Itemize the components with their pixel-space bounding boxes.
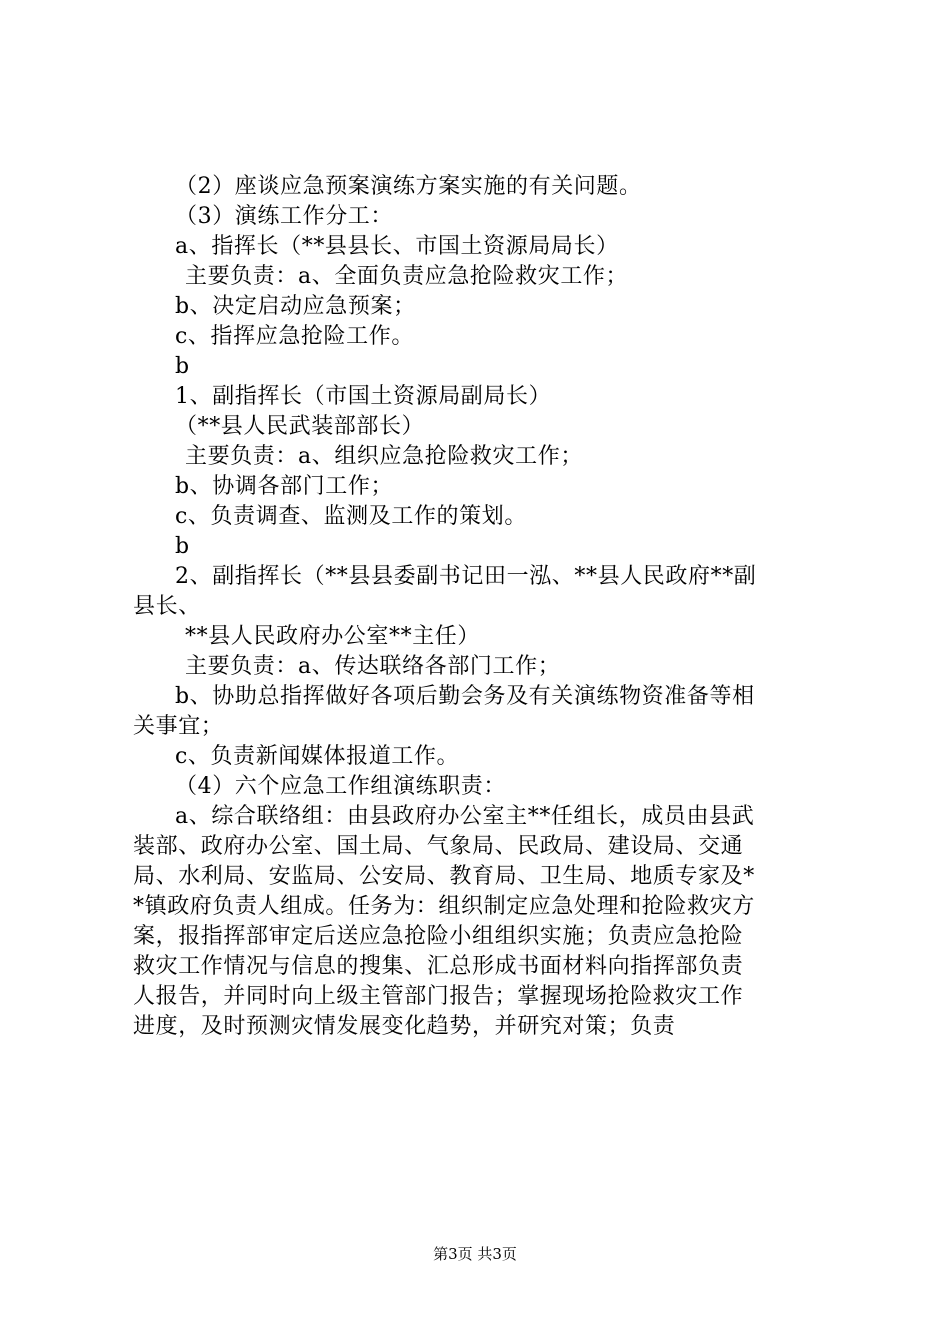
paragraph-line: c、负责调查、监测及工作的策划。 xyxy=(175,504,527,529)
paragraph-line: a、指挥长（**县县长、市国土资源局局长） xyxy=(175,234,619,259)
paragraph-line: *镇政府负责人组成。任务为：组织制定应急处理和抢险救灾方 xyxy=(133,894,755,919)
page-footer xyxy=(0,1244,950,1264)
paragraph-line: （2）座谈应急预案演练方案实施的有关问题。 xyxy=(175,174,642,199)
page-number: 第3页 共3页 xyxy=(433,1245,517,1263)
paragraph-line: 主要负责：a、全面负责应急抢险救灾工作； xyxy=(185,264,629,289)
paragraph-line: 进度，及时预测灾情发展变化趋势，并研究对策；负责 xyxy=(133,1014,676,1039)
paragraph-line: 装部、政府办公室、国土局、气象局、民政局、建设局、交通 xyxy=(133,834,744,859)
paragraph-line: b、协助总指挥做好各项后勤会务及有关演练物资准备等相 xyxy=(175,684,755,709)
paragraph-line: c、指挥应急抢险工作。 xyxy=(175,324,414,349)
paragraph-line: b xyxy=(175,534,190,559)
paragraph-line: b、协调各部门工作； xyxy=(175,474,394,499)
paragraph-line: 案，报指挥部审定后送应急抢险小组组织实施；负责应急抢险 xyxy=(133,924,744,949)
paragraph-line: （4）六个应急工作组演练职责： xyxy=(175,774,506,799)
paragraph-line: c、负责新闻媒体报道工作。 xyxy=(175,744,460,769)
paragraph-line: 主要负责：a、组织应急抢险救灾工作； xyxy=(185,444,583,469)
paragraph-line: 主要负责：a、传达联络各部门工作； xyxy=(185,654,561,679)
paragraph-line: 县长、 xyxy=(133,594,201,619)
paragraph-line: 2、副指挥长（**县县委副书记田一泓、**县人民政府**副 xyxy=(175,564,757,589)
paragraph-line: （**县人民武装部部长） xyxy=(175,414,425,439)
paragraph-line: b xyxy=(175,354,190,379)
paragraph-line: 1、副指挥长（市国土资源局副局长） xyxy=(175,384,552,409)
paragraph-line: 人报告，并同时向上级主管部门报告；掌握现场抢险救灾工作 xyxy=(133,984,744,1009)
paragraph-line: b、决定启动应急预案； xyxy=(175,294,416,319)
paragraph-line: 关事宜； xyxy=(133,714,224,739)
paragraph-line: 局、水利局、安监局、公安局、教育局、卫生局、地质专家及* xyxy=(133,864,755,889)
paragraph-line: 救灾工作情况与信息的搜集、汇总形成书面材料向指挥部负责 xyxy=(133,954,744,979)
paragraph-line: **县人民政府办公室**主任） xyxy=(185,624,481,649)
paragraph-line: a、综合联络组：由县政府办公室主**任组长，成员由县武 xyxy=(175,804,755,829)
paragraph-line: （3）演练工作分工： xyxy=(175,204,393,229)
document-body xyxy=(133,172,833,1042)
